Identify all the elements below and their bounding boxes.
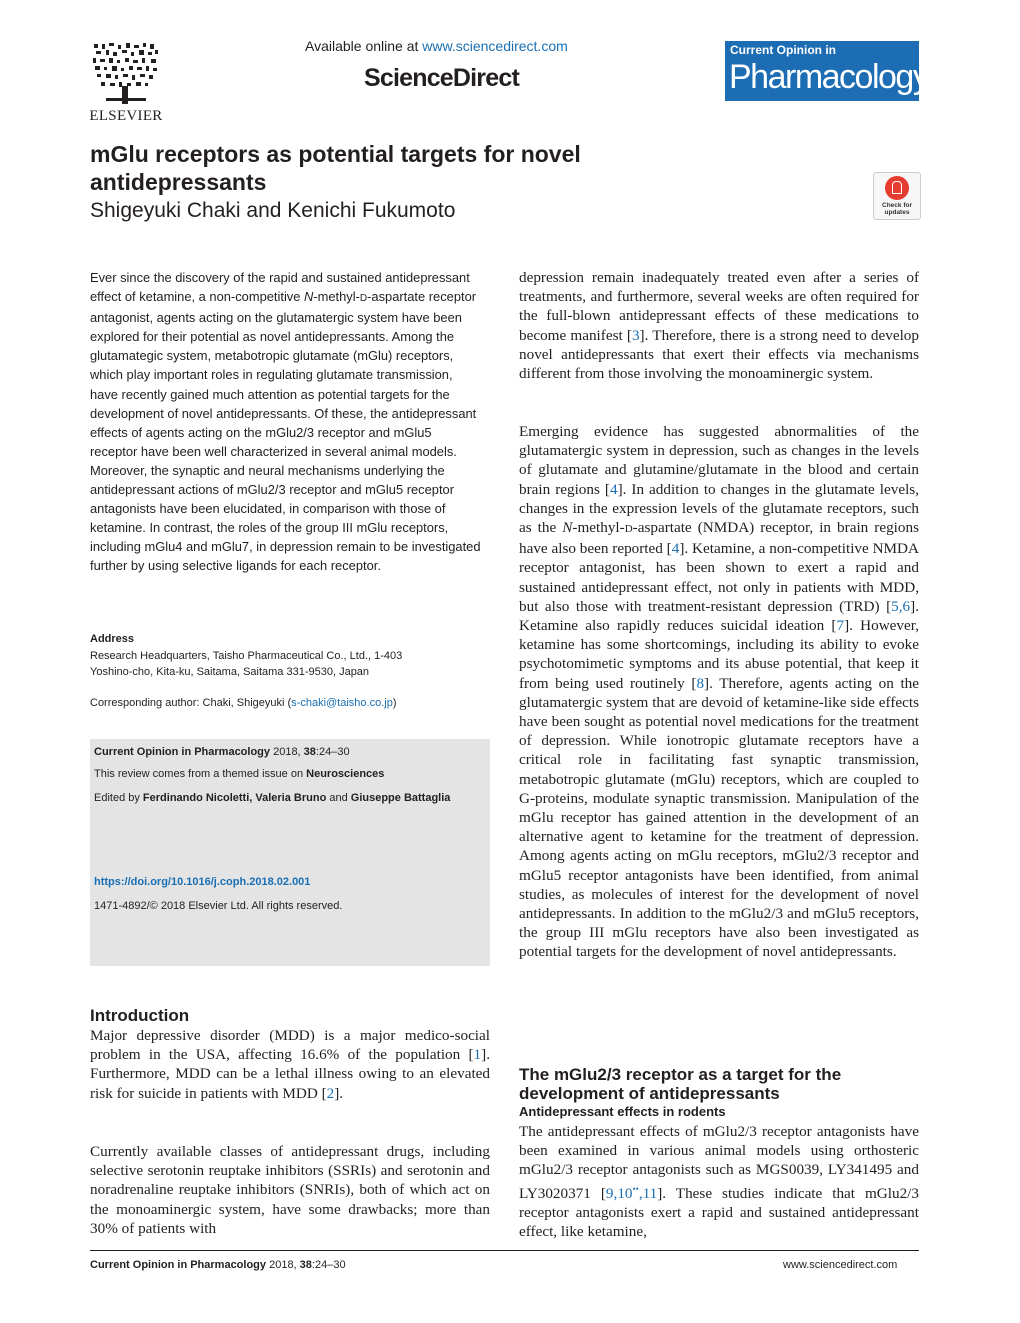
ref-link[interactable]: 5,6 xyxy=(891,597,911,615)
abstract-text-3: -aspartate receptor antagonist, agents acting on the glutamatergic system have been explored for their potential as novel antidepressants. Among the glutamategic system, metabotropic glutamate (mGlu) receptors, which play important roles in regulating glutamate transmission, have recently gained much attention as potential targets for the development of novel antidepressants. Of these, the antidepressant effects of agents acting on the mGlu2/3 receptor and mGlu5 receptor have been well characterized in several animal models. Moreover, the synaptic and neural mechanisms underlying the antidepressant actions of mGlu2/3 receptor and mGlu5 receptor antagonists have been elucidated, in comparison with those of ketamine. In contrast, the roles of the group III mGlu receptors, including mGlu4 and mGlu7, in depression remain to be investigated further by using selective ligands for each receptor. xyxy=(90,289,481,574)
footer-year: 2018, xyxy=(266,1259,300,1271)
publisher-name: ELSEVIER xyxy=(89,108,163,124)
info-pages: :24–30 xyxy=(315,746,350,758)
info-and: and xyxy=(326,792,351,804)
journal-banner xyxy=(725,41,929,101)
ref-link[interactable]: 3 xyxy=(631,326,640,344)
info-volume: 38 xyxy=(303,746,316,758)
article-info-box xyxy=(90,739,490,966)
info-theme xyxy=(94,766,384,782)
article-title: mGlu receptors as potential targets for novel antidepressants xyxy=(90,141,581,195)
ref-recommended-dots: •• xyxy=(632,1183,639,1194)
bookmark-icon xyxy=(885,176,909,200)
corr-suffix: ) xyxy=(392,697,397,709)
info-doi xyxy=(94,874,310,890)
info-theme-prefix: This review comes from a themed issue on xyxy=(94,768,307,780)
footer-citation xyxy=(90,1259,346,1271)
abstract-text-1: Ever since the discovery of the rapid and sustained antidepressant effect of ketamine, a non-competitive xyxy=(90,270,470,305)
intro-heading: Introduction xyxy=(90,1006,190,1025)
info-citation xyxy=(94,744,350,760)
info-copyright: 1471-4892/© 2018 Elsevier Ltd. All rights reserved. xyxy=(94,900,343,912)
abstract-smallcap-d: D xyxy=(359,293,368,305)
info-editors-1: Ferdinando Nicoletti, Valeria Bruno xyxy=(142,792,327,804)
article-authors: Shigeyuki Chaki and Kenichi Fukumoto xyxy=(90,199,456,222)
right-p2-text-g: ]. However, ketamine has some shortcomings, including its ability to evoke psychotomimetic symptoms and its abuse potential, that keep it from being used routinely [ xyxy=(519,617,919,692)
intro-p1-text-c: ]. xyxy=(334,1084,344,1102)
check-for-updates-label: Check for updates xyxy=(882,202,912,216)
abstract xyxy=(90,268,481,576)
available-prefix: Available online at xyxy=(305,38,423,54)
check-for-updates-button[interactable] xyxy=(873,172,921,220)
right-p2-text-f: ]. Ketamine also rapidly reduces suicidal ideation [ xyxy=(519,597,919,635)
footer-volume: 38 xyxy=(299,1259,312,1271)
info-year: 2018, xyxy=(270,746,304,758)
corr-prefix: Corresponding author: Chaki, Shigeyuki ( xyxy=(90,697,292,709)
right-paragraph-3 xyxy=(519,1122,919,1241)
corresponding-author xyxy=(90,697,480,709)
info-editors xyxy=(94,790,464,806)
right-smallcap-d: D xyxy=(624,523,633,536)
right-p1-text-b: ]. Therefore, there is a strong need to develop novel antidepressants that exert their effects via mechanisms different from those involving the monoaminergic system. xyxy=(519,326,919,383)
subsection-heading: Antidepressant effects in rodents xyxy=(519,1104,726,1119)
corr-email-link[interactable]: s-chaki@taisho.co.jp xyxy=(291,697,393,709)
right-p2-text-e: ]. Ketamine, a non-competitive NMDA receptor antagonist, has been shown to exert a rapid and sustained antidepressant effect, not only in patients with MDD, but also those with treatment-resistant depression (TRD) [ xyxy=(519,540,919,615)
footer-site: www.sciencedirect.com xyxy=(783,1259,898,1271)
right-paragraph-1 xyxy=(519,268,919,383)
ref-link[interactable]: 4 xyxy=(671,540,680,558)
right-italic-n: N xyxy=(562,519,573,537)
footer-divider xyxy=(90,1250,919,1251)
ref-link[interactable]: 9,10 xyxy=(605,1184,633,1202)
right-p3-text-a: The antidepressant effects of mGlu2/3 receptor antagonists have been examined in various animal models using orthosteric mGlu2/3 receptor antagonists such as MGS0039, LY341495 and LY3020371 [ xyxy=(519,1123,919,1202)
right-p2-text-a: Emerging evidence has suggested abnormalities of the glutamatergic system in depression, such as changes in the levels of glutamate and glutamine/glutamate in the blood and certain brain regions [ xyxy=(519,423,919,498)
intro-paragraph-1 xyxy=(90,1026,490,1103)
abstract-text-2: -methyl- xyxy=(313,289,360,305)
elsevier-logo xyxy=(82,38,170,124)
right-p2-text-c: -methyl- xyxy=(572,519,625,537)
section-heading: The mGlu2/3 receptor as a target for the development of antidepressants xyxy=(519,1065,842,1103)
right-p2-text-d: -aspartate (NMDA) receptor, in brain regions have also been reported [ xyxy=(519,519,919,558)
info-edited-prefix: Edited by xyxy=(94,792,143,804)
ref-link[interactable]: ,11 xyxy=(638,1184,658,1202)
right-paragraph-2 xyxy=(519,422,919,962)
intro-p1-text-b: ]. Furthermore, MDD can be a lethal illness owing to an elevated risk for suicide in patients with MDD [ xyxy=(90,1046,490,1102)
ref-link[interactable]: 8 xyxy=(696,674,705,692)
sciencedirect-brand: ScienceDirect xyxy=(364,64,519,92)
footer-pages: :24–30 xyxy=(311,1259,346,1271)
doi-link[interactable]: https://doi.org/10.1016/j.coph.2018.02.001 xyxy=(94,876,311,888)
info-journal: Current Opinion in Pharmacology xyxy=(94,746,271,758)
ref-link[interactable]: 7 xyxy=(836,617,845,635)
intro-paragraph-2: Currently available classes of antidepressant drugs, including selective serotonin reuptake inhibitors (SSRIs) and serotonin and noradrenaline reuptake inhibitors (SNRIs), both of which act on the monoaminergic system, have some drawbacks; more than 30% of patients with xyxy=(90,1143,490,1237)
address-text xyxy=(90,649,470,680)
journal-banner-big: Pharmacology xyxy=(729,58,929,96)
ref-link[interactable]: 4 xyxy=(609,480,618,498)
right-p1-text-a: depression remain inadequately treated even after a series of treatments, and furthermore, several weeks are often required for the full-blown antidepressant effects of these medications to become manifest [ xyxy=(519,269,919,344)
info-theme-name: Neurosciences xyxy=(306,768,385,780)
right-p3-text-b: ]. These studies indicate that mGlu2/3 receptor antagonists exert a rapid and sustained antidepressant effect, like ketamine, xyxy=(519,1184,919,1241)
right-p2-text-h: ]. Therefore, agents acting on the glutamatergic system that are devoid of ketamine-like side effects have been sought as potential novel medications for the treatment of depression. While ionotropic glutamate receptors have a critical role in facilitating fast synaptic transmission, metabotropic glutamate (mGlu) receptors, which are coupled to G-proteins, modulate synaptic transmission. Manipulation of the mGlu receptor has gained attention in the development of an alternative agent to ketamine for the treatment of depression. Among agents acting on mGlu receptors, mGlu2/3 receptor and mGlu5 receptor antagonists have been identified, from animal studies, as molecules of interest for the development of novel antidepressants. In addition to the mGlu2/3 and mGlu5 receptors, the group III mGlu receptors have also been investigated as potential targets for the development of novel antidepressants. xyxy=(519,674,919,961)
ref-link[interactable]: 2 xyxy=(326,1084,335,1102)
footer-journal: Current Opinion in Pharmacology xyxy=(90,1259,267,1271)
ref-link[interactable]: 1 xyxy=(473,1046,482,1064)
available-online xyxy=(305,38,568,54)
sciencedirect-link[interactable]: www.sciencedirect.com xyxy=(422,38,568,54)
address-line-2: Yoshino-cho, Kita-ku, Saitama, Saitama 331-9530, Japan xyxy=(90,665,370,678)
address-heading: Address xyxy=(90,633,135,645)
journal-banner-small: Current Opinion in xyxy=(730,43,836,57)
intro-p1-text-a: Major depressive disorder (MDD) is a major medico-social problem in the USA, affecting 16.6% of the population [ xyxy=(90,1027,490,1064)
right-p2-text-b: ]. In addition to changes in the glutamate levels, changes in the expression levels of the glutamate receptors, such as the xyxy=(519,480,919,537)
address-line-1: Research Headquarters, Taisho Pharmaceutical Co., Ltd., 1-403 xyxy=(90,650,403,662)
abstract-italic-n: N xyxy=(304,289,314,305)
info-editors-2: Giuseppe Battaglia xyxy=(350,792,451,804)
